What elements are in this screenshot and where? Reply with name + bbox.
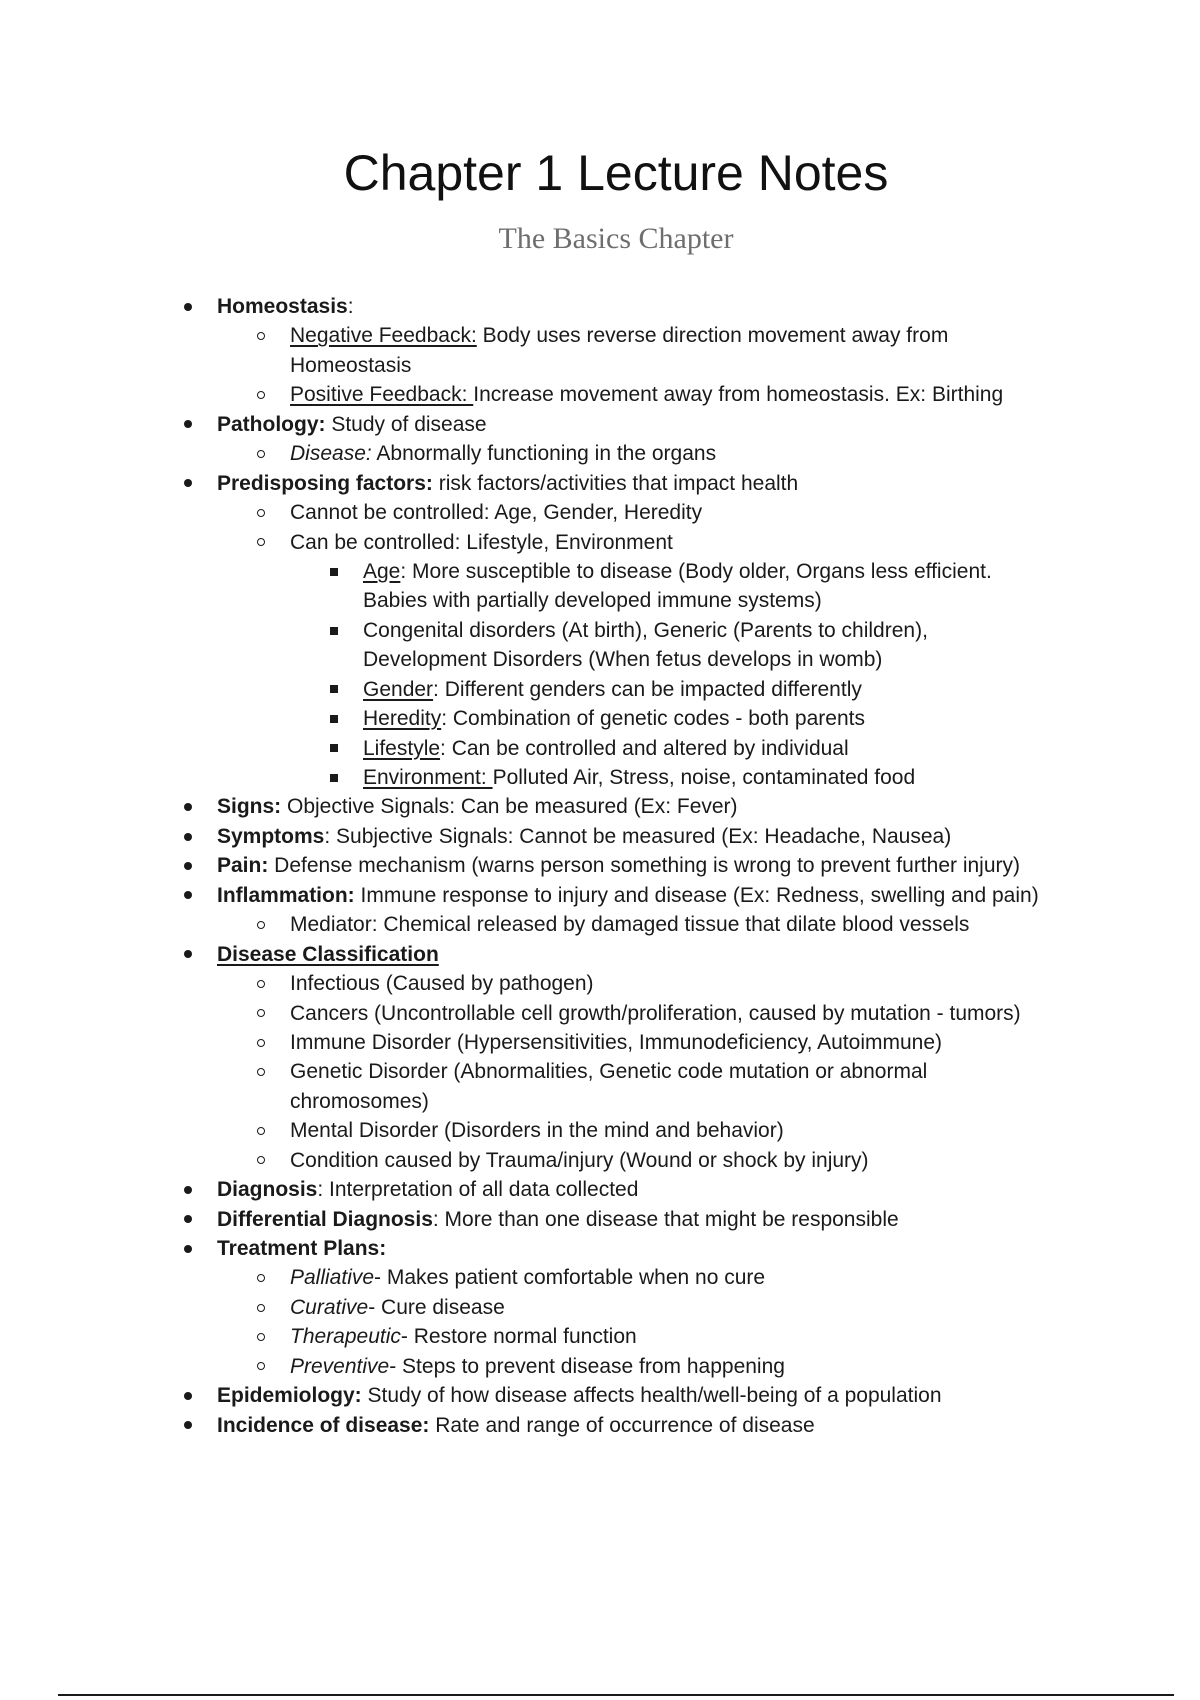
term: Predisposing factors: [217, 471, 433, 495]
note-positive-feedback [0, 380, 1200, 409]
note-disease [0, 439, 1200, 468]
bullet-ring-icon [251, 1146, 271, 1175]
note-predisposing-factors [0, 469, 1200, 498]
bullet-ring-icon [251, 1028, 271, 1057]
note-lifestyle [0, 734, 1200, 763]
term: Age [363, 559, 401, 583]
note-epidemiology [0, 1381, 1200, 1410]
bullet-dot-icon [178, 940, 198, 969]
bullet-square-icon [324, 734, 344, 763]
bullet-dot-icon [178, 1175, 198, 1204]
bullet-ring-icon [251, 1322, 271, 1351]
note-differential-diagnosis [0, 1205, 1200, 1234]
bullet-ring-icon [251, 321, 271, 350]
note-symptoms [0, 822, 1200, 851]
note-trauma [0, 1146, 1200, 1175]
note-text: - Steps to prevent disease from happening [389, 1354, 785, 1378]
note-text: Cannot be controlled: Age, Gender, Heredity [290, 501, 703, 525]
note-text: Babies with partially developed immune systems) [363, 589, 822, 613]
term: Pain: [217, 854, 269, 878]
note-text: Study of how disease affects health/well-being of a population [361, 1384, 942, 1408]
bullet-ring-icon [251, 380, 271, 409]
note-text: Development Disorders (When fetus develops in womb) [363, 648, 883, 672]
note-text: Objective Signals: Can be measured (Ex: Fever) [281, 795, 738, 819]
note-text: Genetic Disorder (Abnormalities, Genetic code mutation or abnormal [290, 1060, 928, 1084]
note-text: Study of disease [325, 412, 487, 436]
note-mediator [0, 910, 1200, 939]
term: Diagnosis [217, 1178, 318, 1202]
note-signs [0, 792, 1200, 821]
term: Lifestyle [363, 736, 441, 760]
note-palliative [0, 1263, 1200, 1292]
note-text: Increase movement away from homeostasis. Ex: Birthing [473, 383, 1004, 407]
note-text: Polluted Air, Stress, noise, contaminated food [492, 766, 916, 789]
note-homeostasis [0, 292, 1200, 321]
note-disease-classification [0, 940, 1200, 969]
bullet-square-icon [324, 557, 344, 586]
bottom-divider [58, 1694, 1174, 1696]
lecture-notes-list [0, 292, 1200, 1440]
bullet-ring-icon [251, 439, 271, 468]
note-text: Condition caused by Trauma/injury (Wound or shock by injury) [290, 1148, 869, 1172]
note-gender [0, 675, 1200, 704]
bullet-ring-icon [251, 498, 271, 527]
note-text: Congenital disorders (At birth), Generic (Parents to children), [363, 618, 928, 642]
note-heredity [0, 704, 1200, 733]
bullet-ring-icon [251, 910, 271, 939]
note-incidence [0, 1411, 1200, 1440]
note-environment [0, 763, 1200, 792]
bullet-dot-icon [178, 851, 198, 880]
note-negative-feedback [0, 321, 1200, 350]
note-text: : Different genders can be impacted differently [433, 677, 862, 701]
bullet-dot-icon [178, 792, 198, 821]
note-cannot-control [0, 498, 1200, 527]
term: Pathology: [217, 412, 326, 436]
bullet-dot-icon [178, 1381, 198, 1410]
note-pathology [0, 410, 1200, 439]
note-infectious [0, 969, 1200, 998]
bullet-ring-icon [251, 969, 271, 998]
note-curative [0, 1293, 1200, 1322]
note-text: Body uses reverse direction movement away from [476, 324, 949, 348]
note-text: : [347, 295, 354, 318]
note-age [0, 557, 1200, 586]
bullet-dot-icon [178, 410, 198, 439]
note-preventive [0, 1352, 1200, 1381]
bullet-ring-icon [251, 1352, 271, 1381]
note-age-cont [0, 586, 1200, 615]
term: Differential Diagnosis [217, 1207, 433, 1231]
note-congenital-cont [0, 645, 1200, 674]
term: Signs: [217, 795, 282, 819]
term: Positive Feedback: [290, 383, 474, 407]
term: Disease Classification [217, 942, 439, 966]
note-text: Immune response to injury and disease (Ex: Redness, swelling and pain) [354, 883, 1039, 907]
note-text: Immune Disorder (Hypersensitivities, Immunodeficiency, Autoimmune) [290, 1030, 943, 1054]
note-text: chromosomes) [290, 1089, 429, 1113]
note-genetic-disorder [0, 1057, 1200, 1086]
bullet-ring-icon [251, 1293, 271, 1322]
bullet-square-icon [324, 675, 344, 704]
note-congenital [0, 616, 1200, 645]
note-can-control [0, 528, 1200, 557]
note-pain [0, 851, 1200, 880]
term: Palliative [290, 1266, 375, 1290]
bullet-ring-icon [251, 999, 271, 1028]
term: Gender [363, 677, 434, 701]
note-text: Mental Disorder (Disorders in the mind and behavior) [290, 1119, 784, 1143]
term: Therapeutic [290, 1325, 401, 1349]
note-text: - Restore normal function [400, 1325, 637, 1349]
note-diagnosis [0, 1175, 1200, 1204]
bullet-ring-icon [251, 528, 271, 557]
bullet-dot-icon [178, 292, 198, 321]
bullet-dot-icon [178, 1234, 198, 1263]
bullet-dot-icon [178, 1411, 198, 1440]
term: Heredity [363, 707, 442, 731]
term: Symptoms [217, 824, 325, 848]
bullet-dot-icon [178, 1205, 198, 1234]
bullet-square-icon [324, 616, 344, 645]
note-text: : More than one disease that might be responsible [432, 1207, 899, 1231]
bullet-dot-icon [178, 822, 198, 851]
note-immune-disorder [0, 1028, 1200, 1057]
note-text: - Makes patient comfortable when no cure [374, 1266, 766, 1290]
note-text: Homeostasis [290, 353, 412, 377]
note-inflammation [0, 881, 1200, 910]
term: Incidence of disease: [217, 1413, 430, 1437]
note-text: - Cure disease [368, 1295, 505, 1319]
page-title: Chapter 1 Lecture Notes [343, 145, 889, 201]
note-mental-disorder [0, 1116, 1200, 1145]
note-genetic-disorder-cont [0, 1087, 1200, 1116]
term: Environment: [363, 766, 493, 789]
term: Disease: [290, 442, 372, 466]
note-text: Mediator: Chemical released by damaged tissue that dilate blood vessels [290, 913, 970, 937]
note-text: Defense mechanism (warns person something is wrong to prevent further injury) [268, 854, 1021, 878]
note-cancers [0, 999, 1200, 1028]
note-text: : Interpretation of all data collected [317, 1178, 639, 1202]
bullet-square-icon [324, 704, 344, 733]
page-subtitle: The Basics Chapter [498, 222, 734, 255]
term: Homeostasis [217, 295, 348, 318]
note-treatment-plans [0, 1234, 1200, 1263]
bullet-dot-icon [178, 881, 198, 910]
term: Epidemiology: [217, 1384, 362, 1408]
term: Treatment Plans: [217, 1237, 387, 1260]
note-therapeutic [0, 1322, 1200, 1351]
bullet-dot-icon [178, 469, 198, 498]
note-text: : Can be controlled and altered by individual [440, 736, 849, 760]
note-text: risk factors/activities that impact health [432, 471, 799, 495]
note-text: Cancers (Uncontrollable cell growth/proliferation, caused by mutation - tumors) [290, 1001, 1021, 1025]
note-text: Abnormally functioning in the organs [371, 442, 717, 466]
term: Curative [290, 1295, 369, 1319]
note-text: : Subjective Signals: Cannot be measured (Ex: Headache, Nausea) [324, 824, 952, 848]
note-text: Rate and range of occurrence of disease [429, 1413, 815, 1437]
bullet-ring-icon [251, 1116, 271, 1145]
note-text: Can be controlled: Lifestyle, Environment [290, 530, 673, 554]
bullet-ring-icon [251, 1263, 271, 1292]
bullet-square-icon [324, 763, 344, 792]
term: Negative Feedback: [290, 324, 477, 348]
bullet-ring-icon [251, 1057, 271, 1086]
term: Inflammation: [217, 883, 355, 907]
term: Preventive [290, 1354, 390, 1378]
note-text: : More susceptible to disease (Body older, Organs less efficient. [400, 559, 992, 583]
note-text: : Combination of genetic codes - both parents [441, 707, 865, 731]
note-text: Infectious (Caused by pathogen) [290, 972, 594, 996]
note-negative-feedback-cont [0, 351, 1200, 380]
